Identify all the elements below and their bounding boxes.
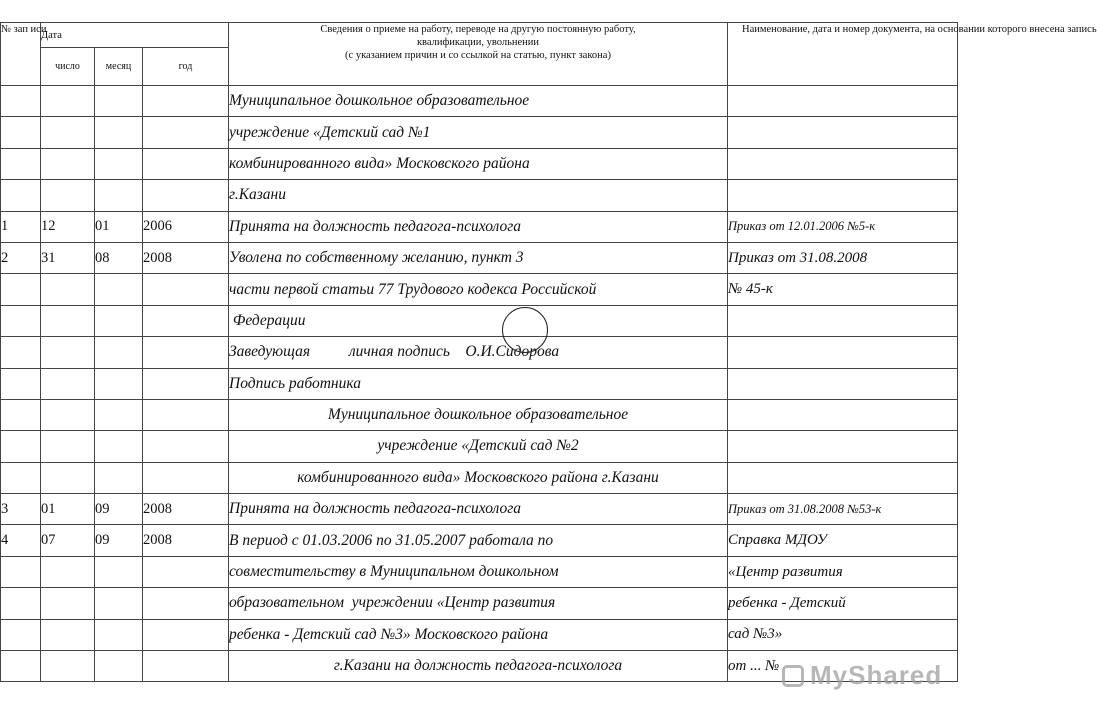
cell-day xyxy=(41,86,95,117)
cell-month xyxy=(95,274,143,305)
cell-day xyxy=(41,274,95,305)
cell-record-text: Уволена по собственному желанию, пункт 3 xyxy=(229,242,728,273)
cell-year xyxy=(143,86,229,117)
table-row xyxy=(1,148,958,179)
cell-record-number: 3 xyxy=(1,494,41,525)
header-month: месяц xyxy=(95,48,143,86)
cell-year xyxy=(143,399,229,430)
cell-day: 31 xyxy=(41,242,95,273)
cell-record-number xyxy=(1,588,41,619)
cell-record-number xyxy=(1,619,41,650)
cell-record-number xyxy=(1,117,41,148)
cell-year: 2008 xyxy=(143,494,229,525)
cell-day xyxy=(41,651,95,682)
cell-record-text: Муниципальное дошкольное образовательное xyxy=(229,86,728,117)
cell-document: «Центр развития xyxy=(728,556,958,587)
cell-record-number: 4 xyxy=(1,525,41,556)
cell-day xyxy=(41,117,95,148)
cell-month xyxy=(95,337,143,368)
cell-document: Приказ от 31.08.2008 xyxy=(728,242,958,273)
cell-day xyxy=(41,399,95,430)
cell-document xyxy=(728,86,958,117)
cell-day: 07 xyxy=(41,525,95,556)
cell-month xyxy=(95,431,143,462)
cell-document: от ... № xyxy=(728,651,958,682)
cell-document xyxy=(728,148,958,179)
cell-record-text: учреждение «Детский сад №2 xyxy=(229,431,728,462)
cell-document: Приказ от 31.08.2008 №53-к xyxy=(728,494,958,525)
cell-month: 09 xyxy=(95,494,143,525)
cell-year xyxy=(143,651,229,682)
cell-year xyxy=(143,431,229,462)
cell-month xyxy=(95,619,143,650)
cell-month: 08 xyxy=(95,242,143,273)
cell-month xyxy=(95,588,143,619)
cell-year xyxy=(143,588,229,619)
header-document: Наименование, дата и номер документа, на основании которого внесена запись xyxy=(728,23,958,86)
cell-year xyxy=(143,619,229,650)
cell-record-number xyxy=(1,431,41,462)
table-row xyxy=(1,431,958,462)
cell-year: 2008 xyxy=(143,525,229,556)
table-row xyxy=(1,462,958,493)
cell-record-number xyxy=(1,86,41,117)
cell-month xyxy=(95,117,143,148)
cell-year xyxy=(143,337,229,368)
cell-record-text: Федерации xyxy=(229,305,728,336)
table-row xyxy=(1,368,958,399)
cell-record-text: совместительству в Муниципальном дошкольном xyxy=(229,556,728,587)
table-row xyxy=(1,117,958,148)
header-year: год xyxy=(143,48,229,86)
cell-year xyxy=(143,556,229,587)
cell-document: № 45-к xyxy=(728,274,958,305)
header-info-line-3: (с указанием причин и со ссылкой на статью, пункт закона) xyxy=(345,50,611,61)
table-row xyxy=(1,211,958,242)
cell-year xyxy=(143,148,229,179)
cell-month: 09 xyxy=(95,525,143,556)
cell-day: 01 xyxy=(41,494,95,525)
watermark-logo-icon xyxy=(782,665,804,687)
cell-day xyxy=(41,148,95,179)
cell-day xyxy=(41,462,95,493)
cell-month xyxy=(95,556,143,587)
cell-record-number xyxy=(1,462,41,493)
cell-record-number xyxy=(1,556,41,587)
cell-day xyxy=(41,180,95,211)
cell-record-number xyxy=(1,305,41,336)
table-row xyxy=(1,588,958,619)
cell-month xyxy=(95,368,143,399)
cell-record-number xyxy=(1,180,41,211)
cell-record-number xyxy=(1,337,41,368)
cell-document xyxy=(728,180,958,211)
cell-day xyxy=(41,337,95,368)
header-date: Дата xyxy=(41,23,229,48)
table-row xyxy=(1,494,958,525)
table-row xyxy=(1,619,958,650)
cell-record-text: г.Казани xyxy=(229,180,728,211)
cell-document xyxy=(728,117,958,148)
cell-day xyxy=(41,588,95,619)
cell-day: 12 xyxy=(41,211,95,242)
cell-record-number xyxy=(1,399,41,430)
cell-record-text: г.Казани на должность педагога-психолога xyxy=(229,651,728,682)
cell-document: Приказ от 12.01.2006 №5-к xyxy=(728,211,958,242)
cell-year xyxy=(143,180,229,211)
cell-record-number xyxy=(1,274,41,305)
cell-record-number: 1 xyxy=(1,211,41,242)
cell-day xyxy=(41,556,95,587)
cell-month xyxy=(95,651,143,682)
cell-year: 2008 xyxy=(143,242,229,273)
cell-record-text: образовательном учреждении «Центр развития xyxy=(229,588,728,619)
cell-record-text: части первой статьи 77 Трудового кодекса Российской xyxy=(229,274,728,305)
table-row xyxy=(1,86,958,117)
table-row xyxy=(1,242,958,273)
cell-day xyxy=(41,368,95,399)
cell-record-text: Заведующая личная подпись О.И.Сидорова xyxy=(229,337,728,368)
cell-day xyxy=(41,619,95,650)
table-row xyxy=(1,305,958,336)
cell-record-text: Муниципальное дошкольное образовательное xyxy=(229,399,728,430)
cell-document xyxy=(728,368,958,399)
cell-document: Справка МДОУ xyxy=(728,525,958,556)
watermark xyxy=(782,660,942,691)
cell-record-text: Принята на должность педагога-психолога xyxy=(229,211,728,242)
cell-year: 2006 xyxy=(143,211,229,242)
cell-record-number xyxy=(1,148,41,179)
work-record-table xyxy=(0,22,1097,682)
cell-record-text: комбинированного вида» Московского района xyxy=(229,148,728,179)
cell-record-text: Подпись работника xyxy=(229,368,728,399)
cell-document xyxy=(728,399,958,430)
table-row xyxy=(1,525,958,556)
cell-record-text: комбинированного вида» Московского района г.Казани xyxy=(229,462,728,493)
cell-document xyxy=(728,337,958,368)
header-info-line-1: Сведения о приеме на работу, переводе на другую постоянную работу, xyxy=(320,24,636,35)
cell-month xyxy=(95,180,143,211)
header-day: число xyxy=(41,48,95,86)
watermark-text: MyShared xyxy=(810,660,943,690)
table-row xyxy=(1,399,958,430)
cell-document: ребенка - Детский xyxy=(728,588,958,619)
header-record-number: № зап иси xyxy=(1,23,41,86)
cell-record-number xyxy=(1,651,41,682)
cell-month xyxy=(95,86,143,117)
cell-month xyxy=(95,305,143,336)
cell-year xyxy=(143,117,229,148)
cell-record-text: учреждение «Детский сад №1 xyxy=(229,117,728,148)
cell-document xyxy=(728,305,958,336)
cell-month xyxy=(95,462,143,493)
cell-record-text: В период с 01.03.2006 по 31.05.2007 работала по xyxy=(229,525,728,556)
header-info xyxy=(229,23,728,86)
cell-year xyxy=(143,368,229,399)
cell-day xyxy=(41,431,95,462)
cell-record-text: Принята на должность педагога-психолога xyxy=(229,494,728,525)
cell-year xyxy=(143,305,229,336)
cell-year xyxy=(143,462,229,493)
record-rows xyxy=(1,86,958,682)
table-row xyxy=(1,180,958,211)
cell-month xyxy=(95,399,143,430)
cell-month xyxy=(95,148,143,179)
table-row xyxy=(1,556,958,587)
cell-document: сад №3» xyxy=(728,619,958,650)
table-row xyxy=(1,337,958,368)
seal-stamp xyxy=(502,307,548,353)
header-info-line-2: квалификации, увольнении xyxy=(416,37,540,48)
cell-year xyxy=(143,274,229,305)
cell-day xyxy=(41,305,95,336)
cell-month: 01 xyxy=(95,211,143,242)
cell-document xyxy=(728,431,958,462)
cell-record-number: 2 xyxy=(1,242,41,273)
table-row xyxy=(1,274,958,305)
cell-document xyxy=(728,462,958,493)
cell-record-number xyxy=(1,368,41,399)
cell-record-text: ребенка - Детский сад №3» Московского района xyxy=(229,619,728,650)
